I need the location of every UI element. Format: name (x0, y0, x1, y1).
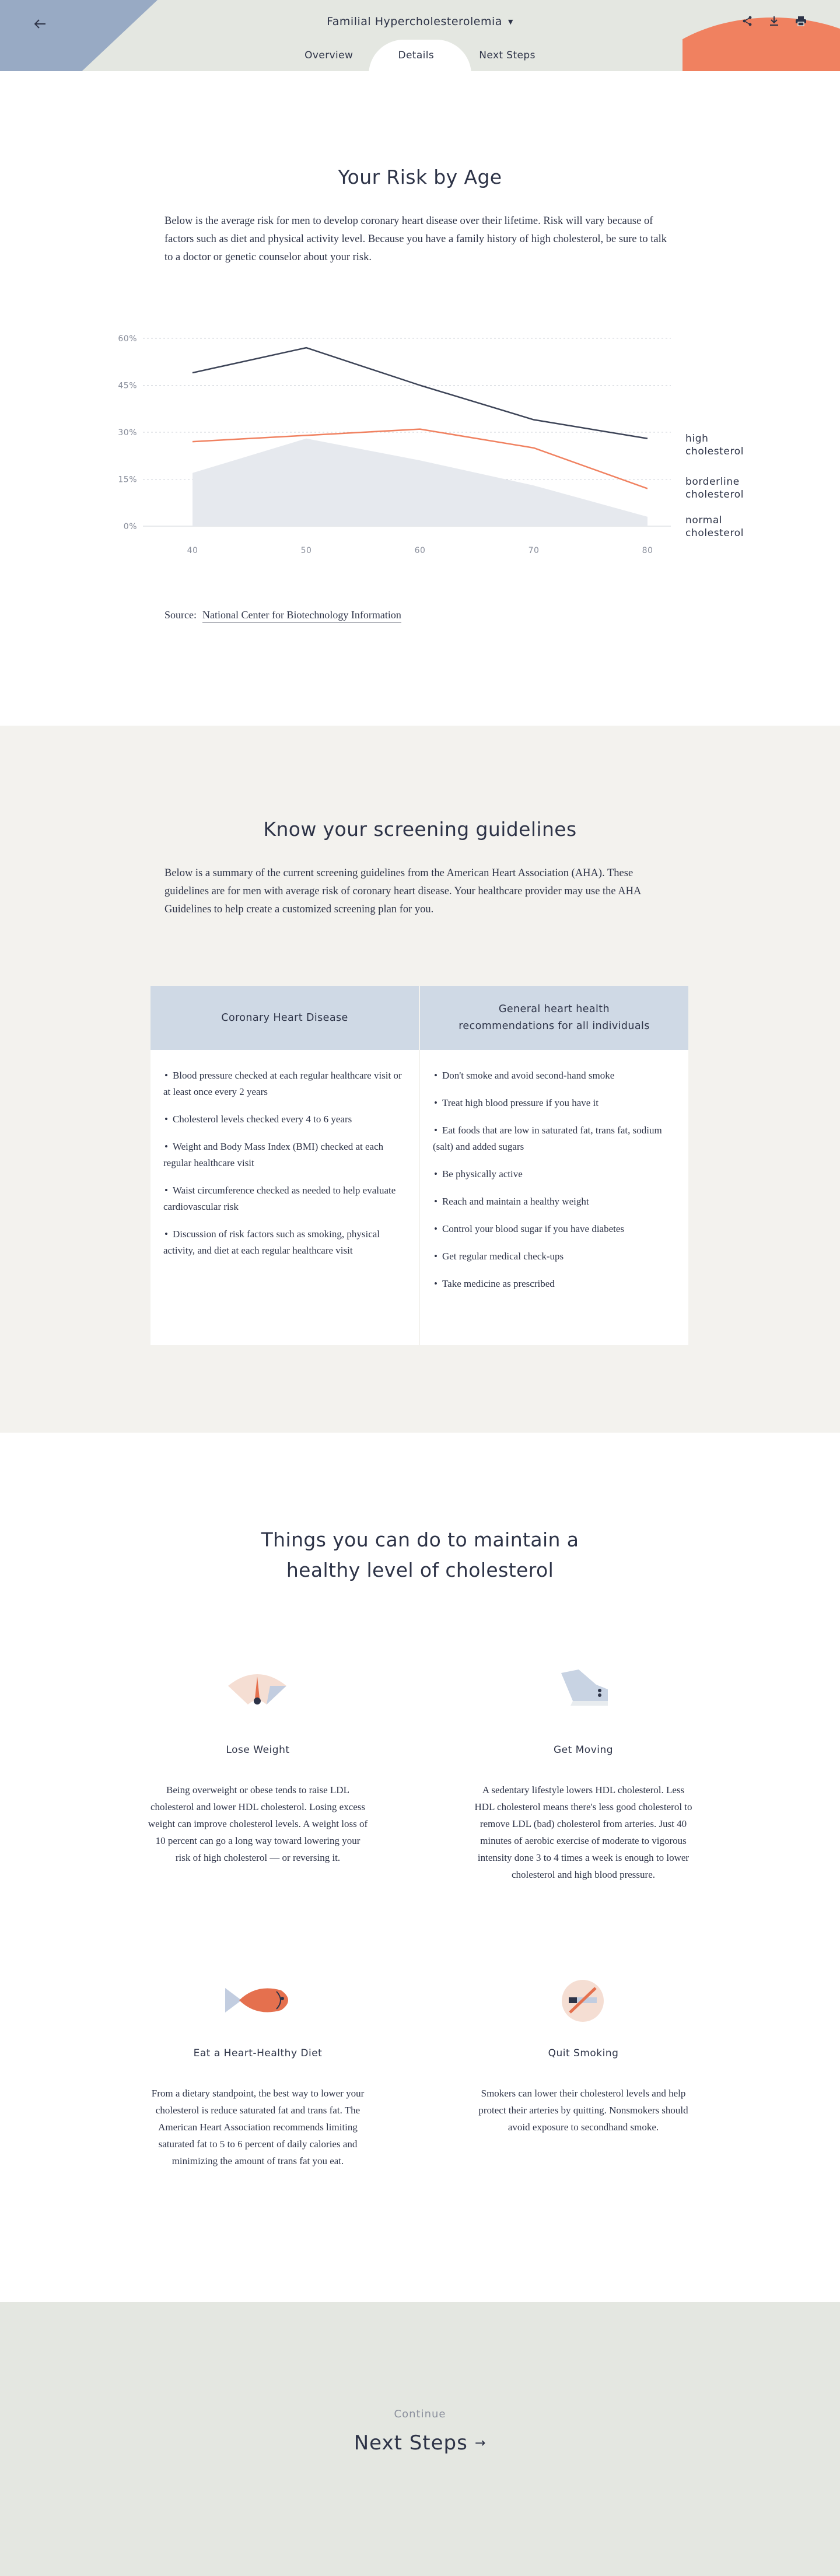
no-smoking-icon (561, 1979, 605, 2023)
y-tick-label: 30% (118, 428, 137, 438)
tile-body: From a dietary standpoint, the best way to lower your cholesterol is reduce saturated fat and trans fat. The American Heart Association recommends limiting saturated fat to 5 to 6 percent of daily calories and minimizing the amount of trans fat you eat. (151, 2088, 365, 2166)
x-tick-label: 50 (300, 546, 312, 555)
list-item: • Don't smoke and avoid second-hand smoke (433, 1068, 664, 1084)
list-item: • Reach and maintain a healthy weight (433, 1194, 664, 1210)
table-header-label: Coronary Heart Disease (221, 1012, 348, 1024)
tab-next-steps[interactable]: Next Steps (479, 50, 536, 61)
next-steps-label: Next Steps (354, 2431, 468, 2455)
x-tick-label: 40 (187, 546, 198, 555)
y-tick-label: 45% (118, 381, 137, 391)
list-item: • Take medicine as prescribed (433, 1276, 664, 1292)
series-line (192, 348, 648, 439)
guidelines-title: Know your screening guidelines (263, 818, 577, 841)
tile-title: Get Moving (553, 1744, 614, 1756)
page-title-dropdown[interactable] (0, 15, 840, 28)
maintain-title (0, 1525, 840, 1586)
tile-body: Being overweight or obese tends to raise LDL cholesterol and lower HDL cholesterol. Losing excess weight can improve cholesterol levels. A weight loss of 10 percent can go a long way toward lowering your risk of high cholesterol — or reversing it. (148, 1784, 368, 1863)
sneaker-icon (555, 1667, 614, 1714)
maintain-title-line: healthy level of cholesterol (286, 1559, 554, 1581)
y-tick-label: 15% (118, 475, 137, 485)
page-title: Familial Hypercholesterolemia (327, 15, 502, 28)
source-label: Source: (164, 609, 197, 621)
list-item: • Treat high blood pressure if you have it (433, 1095, 664, 1111)
x-tick-label: 70 (528, 546, 540, 555)
tile-title: Eat a Heart-Healthy Diet (193, 2048, 323, 2059)
tab-bar (0, 50, 840, 61)
series-area-normal (192, 439, 648, 526)
chart-source (164, 609, 401, 621)
y-tick-label: 60% (118, 334, 137, 344)
tab-overview[interactable]: Overview (304, 50, 354, 61)
list-item: • Cholesterol levels checked every 4 to 6 years (163, 1111, 408, 1128)
list-item: • Control your blood sugar if you have diabetes (433, 1221, 664, 1237)
tile-lose-weight (147, 1744, 369, 1866)
list-item: • Weight and Body Mass Index (BMI) checked at each regular healthcare visit (163, 1139, 408, 1171)
legend-entry: normal cholesterol (685, 514, 744, 539)
risk-section-title: Your Risk by Age (338, 166, 502, 188)
guidelines-table (150, 986, 688, 1345)
risk-chart (88, 327, 752, 572)
tile-body: A sedentary lifestyle lowers HDL cholesterol. Less HDL cholesterol means there's less good cholesterol to remove LDL (bad) cholesterol from arteries. Just 40 minutes of aerobic exercise of moderate to vigorous intensity done 3 to 4 times a week is enough to lower cholesterol and high blood pressure. (474, 1784, 692, 1880)
download-icon (769, 16, 779, 26)
share-button[interactable] (740, 14, 754, 28)
tile-get-moving (473, 1744, 694, 1883)
risk-section-intro: Below is the average risk for men to develop coronary heart disease over their lifetime. Risk will vary because of factors such as diet and physical activity level. Because you have a family history of high cholesterol, be sure to talk to a doctor or genetic counselor about your risk. (164, 215, 667, 263)
x-tick-label: 60 (414, 546, 426, 555)
tile-quit-smoking (473, 2048, 694, 2136)
share-icon (742, 16, 752, 26)
app-header (0, 0, 840, 71)
table-header-chd (150, 986, 419, 1050)
list-item: • Get regular medical check-ups (433, 1248, 664, 1265)
continue-label: Continue (394, 2408, 446, 2420)
list-item: • Eat foods that are low in saturated fat, trans fat, sodium (salt) and added sugars (433, 1122, 664, 1155)
table-column-divider (419, 986, 420, 1345)
legend-entry: high cholesterol (685, 433, 744, 457)
list-item: • Waist circumference checked as needed to help evaluate cardiovascular risk (163, 1182, 408, 1215)
general-list (433, 1068, 664, 1303)
footer-next (0, 2302, 840, 2576)
list-item: • Discussion of risk factors such as smoking, physical activity, and diet at each regular healthcare visit (163, 1226, 408, 1259)
source-link[interactable]: National Center for Biotechnology Information (202, 609, 401, 622)
tile-body: Smokers can lower their cholesterol levels and help protect their arteries by quitting. Nonsmokers should avoid exposure to secondhand smoke. (478, 2088, 688, 2133)
maintain-title-line: Things you can do to maintain a (261, 1528, 579, 1551)
scale-gauge-icon (223, 1668, 291, 1709)
guidelines-intro: Below is a summary of the current screening guidelines from the American Heart Association (AHA). These guidelines are for men with average risk of coronary heart disease. Your healthcare provider may use the AHA Guidelines to help create a customized screening plan for you. (164, 867, 641, 915)
tab-details[interactable]: Details (398, 50, 435, 61)
x-tick-label: 80 (642, 546, 653, 555)
y-tick-label: 0% (123, 522, 137, 531)
header-actions (740, 14, 808, 28)
tile-title: Lose Weight (226, 1744, 290, 1756)
tile-title: Quit Smoking (548, 2048, 619, 2059)
download-button[interactable] (767, 14, 781, 28)
fish-icon (222, 1983, 295, 2017)
list-item: • Be physically active (433, 1166, 664, 1182)
arrow-right-icon: → (474, 2436, 487, 2451)
next-steps-link[interactable] (0, 2431, 840, 2455)
chd-list (163, 1068, 408, 1270)
table-header-label: General heart health recommendations for all individuals (459, 1003, 650, 1032)
legend-entry: borderline cholesterol (685, 476, 744, 501)
tile-heart-healthy-diet (147, 2048, 369, 2169)
list-item: • Blood pressure checked at each regular healthcare visit or at least once every 2 years (163, 1068, 408, 1100)
print-button[interactable] (794, 14, 808, 28)
table-header-general (420, 986, 688, 1050)
chevron-down-icon: ▼ (508, 18, 513, 26)
print-icon (795, 16, 807, 26)
